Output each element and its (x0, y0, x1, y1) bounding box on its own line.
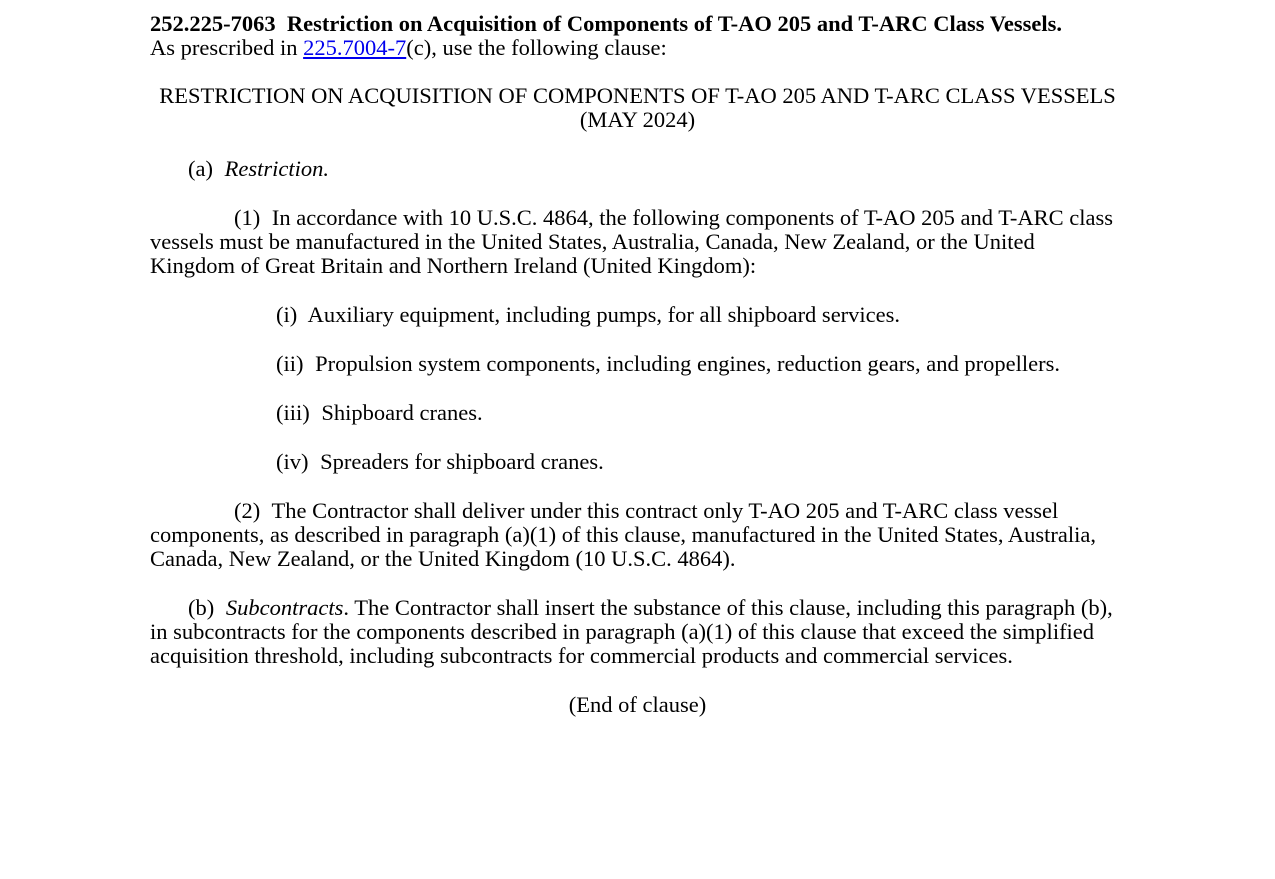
paragraph-a-heading: Restriction. (224, 156, 329, 181)
paragraph-b (150, 596, 1125, 668)
item-ii-label: (ii) (276, 351, 304, 376)
item-ii (150, 352, 1125, 376)
prescription-link[interactable]: 225.7004-7 (303, 35, 407, 60)
prescription-prefix: As prescribed in (150, 35, 304, 60)
paragraph-a2 (150, 499, 1125, 571)
prescription-suffix: (c), use the following clause: (406, 35, 667, 60)
paragraph-b-label: (b) (188, 595, 215, 620)
paragraph-a2-label: (2) (234, 498, 261, 523)
paragraph-a-label: (a) (188, 156, 213, 181)
item-iv-text: Spreaders for shipboard cranes. (320, 449, 604, 474)
end-of-clause: (End of clause) (568, 692, 707, 717)
item-i (150, 303, 1125, 327)
paragraph-a1 (150, 206, 1125, 278)
item-iv (150, 450, 1125, 474)
clause-document (150, 12, 1125, 717)
item-iii-label: (iii) (276, 400, 310, 425)
paragraph-a (150, 157, 1125, 181)
clause-number: 252.225-7063 (150, 11, 276, 36)
item-i-label: (i) (276, 302, 298, 327)
clause-heading-title: Restriction on Acquisition of Components of T-AO 205 and T-ARC Class Vessels. (286, 11, 1063, 36)
paragraph-a1-label: (1) (234, 205, 261, 230)
item-iv-label: (iv) (276, 449, 309, 474)
item-ii-text: Propulsion system components, including engines, reduction gears, and propellers. (315, 351, 1060, 376)
paragraph-b-heading: Subcontracts (225, 595, 344, 620)
paragraph-a2-text: The Contractor shall deliver under this contract only T-AO 205 and T-ARC class vessel components, as described in paragraph (a)(1) of this clause, manufactured in the United States, Australia, Canada, New Zealand, or the United Kingdom (10 U.S.C. 4864). (150, 498, 1096, 571)
paragraph-a1-text: In accordance with 10 U.S.C. 4864, the following components of T-AO 205 and T-ARC class vessels must be manufactured in the United States, Australia, Canada, New Zealand, or the United Kingdom of Great Britain and Northern Ireland (United Kingdom): (150, 205, 1114, 278)
prescription-line (150, 36, 1125, 60)
item-i-text: Auxiliary equipment, including pumps, for all shipboard services. (307, 302, 901, 327)
item-iii (150, 401, 1125, 425)
clause-heading (150, 12, 1125, 36)
paragraph-b-text: . The Contractor shall insert the substance of this clause, including this paragraph (b), in subcontracts for the components described in paragraph (a)(1) of this clause that exceed the simplified acquisition threshold, including subcontracts for commercial products and commercial services. (150, 595, 1113, 668)
item-iii-text: Shipboard cranes. (321, 400, 483, 425)
clause-title: RESTRICTION ON ACQUISITION OF COMPONENTS OF T-AO 205 AND T-ARC CLASS VESSELS (MAY 2024) (159, 83, 1116, 132)
